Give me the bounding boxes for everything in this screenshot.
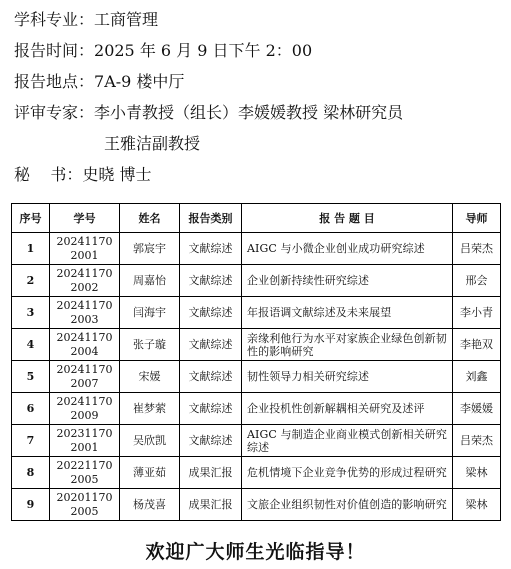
row-report-category: 文献综述 xyxy=(180,233,242,265)
student-id-part2: 2005 xyxy=(70,504,99,518)
welcome-message: 欢迎广大师生光临指导！ xyxy=(145,541,366,563)
row-student-id xyxy=(50,361,120,393)
header-category: 报告类别 xyxy=(180,204,242,233)
major-label: 学科专业： xyxy=(14,10,95,29)
secretary-value: 史晓 博士 xyxy=(82,165,152,184)
student-id-part2: 2002 xyxy=(70,280,99,294)
row-report-category: 文献综述 xyxy=(180,393,242,425)
secretary-line xyxy=(14,159,504,190)
table-row xyxy=(12,393,501,425)
table-row xyxy=(12,489,501,521)
row-report-title: AIGC 与小微企业创业成功研究综述 xyxy=(242,233,453,265)
row-report-category: 成果汇报 xyxy=(180,457,242,489)
header-student-id: 学号 xyxy=(50,204,120,233)
student-id-part1: 20231170 xyxy=(56,426,113,440)
row-student-id xyxy=(50,297,120,329)
row-seq: 8 xyxy=(12,457,50,489)
row-seq: 1 xyxy=(12,233,50,265)
student-id-part1: 20241170 xyxy=(56,330,113,344)
row-seq: 3 xyxy=(12,297,50,329)
student-id-part2: 2009 xyxy=(70,408,99,422)
row-student-id xyxy=(50,393,120,425)
row-report-category: 文献综述 xyxy=(180,425,242,457)
major-value: 工商管理 xyxy=(94,10,159,29)
row-student-name: 杨茂喜 xyxy=(120,489,180,521)
row-advisor: 李艳双 xyxy=(453,329,501,361)
row-report-title: 年报语调文献综述及未来展望 xyxy=(242,297,453,329)
table-header-row xyxy=(12,204,501,233)
row-advisor: 邢会 xyxy=(453,265,501,297)
table-row xyxy=(12,297,501,329)
row-report-category: 文献综述 xyxy=(180,329,242,361)
header-title: 报 告 题 目 xyxy=(242,204,453,233)
student-id-part1: 20241170 xyxy=(56,362,113,376)
row-seq: 6 xyxy=(12,393,50,425)
row-advisor: 李媛媛 xyxy=(453,393,501,425)
table-body xyxy=(12,233,501,521)
row-student-id xyxy=(50,329,120,361)
row-advisor: 吕荣杰 xyxy=(453,425,501,457)
header-seq: 序号 xyxy=(12,204,50,233)
row-seq: 2 xyxy=(12,265,50,297)
time-label: 报告时间： xyxy=(14,41,95,60)
experts-line xyxy=(14,97,504,128)
table-row xyxy=(12,329,501,361)
row-report-title: 危机情境下企业竞争优势的形成过程研究 xyxy=(242,457,453,489)
row-advisor: 梁林 xyxy=(453,489,501,521)
student-id-part1: 20241170 xyxy=(56,394,113,408)
student-id-part1: 20241170 xyxy=(56,298,113,312)
row-student-id xyxy=(50,457,120,489)
row-report-title: 企业创新持续性研究综述 xyxy=(242,265,453,297)
row-report-title: 企业投机性创新解耦相关研究及述评 xyxy=(242,393,453,425)
place-value: 7A-9 楼中厅 xyxy=(94,72,185,91)
table-row xyxy=(12,457,501,489)
student-id-part2: 2001 xyxy=(70,248,99,262)
row-student-name: 宋媛 xyxy=(120,361,180,393)
student-id-part2: 2003 xyxy=(70,312,99,326)
student-id-part2: 2005 xyxy=(70,472,99,486)
report-info xyxy=(14,4,504,190)
row-seq: 5 xyxy=(12,361,50,393)
row-student-name: 吴欣凯 xyxy=(120,425,180,457)
student-id-part1: 20201170 xyxy=(56,490,113,504)
student-id-part2: 2004 xyxy=(70,344,99,358)
row-report-category: 文献综述 xyxy=(180,297,242,329)
row-report-title: AIGC 与制造企业商业模式创新相关研究综述 xyxy=(242,425,453,457)
row-student-name: 周嘉怡 xyxy=(120,265,180,297)
row-student-name: 闫海宇 xyxy=(120,297,180,329)
report-schedule-table xyxy=(11,203,501,521)
time-line xyxy=(14,35,504,66)
major-line xyxy=(14,4,504,35)
table-row xyxy=(12,233,501,265)
experts-value-line1: 李小青教授（组长）李媛媛教授 梁林研究员 xyxy=(94,103,404,122)
row-advisor: 梁林 xyxy=(453,457,501,489)
table-row xyxy=(12,425,501,457)
row-student-id xyxy=(50,265,120,297)
row-student-name: 崔梦萦 xyxy=(120,393,180,425)
row-seq: 4 xyxy=(12,329,50,361)
student-id-part1: 20221170 xyxy=(56,458,113,472)
experts-line-2 xyxy=(14,128,504,159)
row-report-category: 文献综述 xyxy=(180,361,242,393)
row-report-category: 文献综述 xyxy=(180,265,242,297)
experts-label: 评审专家： xyxy=(14,103,95,122)
row-advisor: 李小青 xyxy=(453,297,501,329)
row-report-title: 文旅企业组织韧性对价值创造的影响研究 xyxy=(242,489,453,521)
student-id-part1: 20241170 xyxy=(56,234,113,248)
table-row xyxy=(12,361,501,393)
row-advisor: 刘鑫 xyxy=(453,361,501,393)
row-advisor: 吕荣杰 xyxy=(453,233,501,265)
place-label: 报告地点： xyxy=(14,72,95,91)
row-student-name: 薄亚茹 xyxy=(120,457,180,489)
place-line xyxy=(14,66,504,97)
row-student-id xyxy=(50,489,120,521)
row-student-id xyxy=(50,233,120,265)
row-report-category: 成果汇报 xyxy=(180,489,242,521)
row-seq: 7 xyxy=(12,425,50,457)
row-report-title: 亲缘利他行为水平对家族企业绿色创新韧性的影响研究 xyxy=(242,329,453,361)
experts-value-line2: 王雅洁副教授 xyxy=(104,134,201,153)
header-name: 姓名 xyxy=(120,204,180,233)
row-seq: 9 xyxy=(12,489,50,521)
student-id-part2: 2007 xyxy=(70,376,99,390)
row-student-id xyxy=(50,425,120,457)
student-id-part2: 2001 xyxy=(70,440,99,454)
time-value: 2025 年 6 月 9 日下午 2：00 xyxy=(94,41,313,60)
row-student-name: 张子璇 xyxy=(120,329,180,361)
row-student-name: 郭宸宇 xyxy=(120,233,180,265)
header-advisor: 导师 xyxy=(453,204,501,233)
secretary-label: 秘 书： xyxy=(14,165,83,184)
student-id-part1: 20241170 xyxy=(56,266,113,280)
table-row xyxy=(12,265,501,297)
row-report-title: 韧性领导力相关研究综述 xyxy=(242,361,453,393)
